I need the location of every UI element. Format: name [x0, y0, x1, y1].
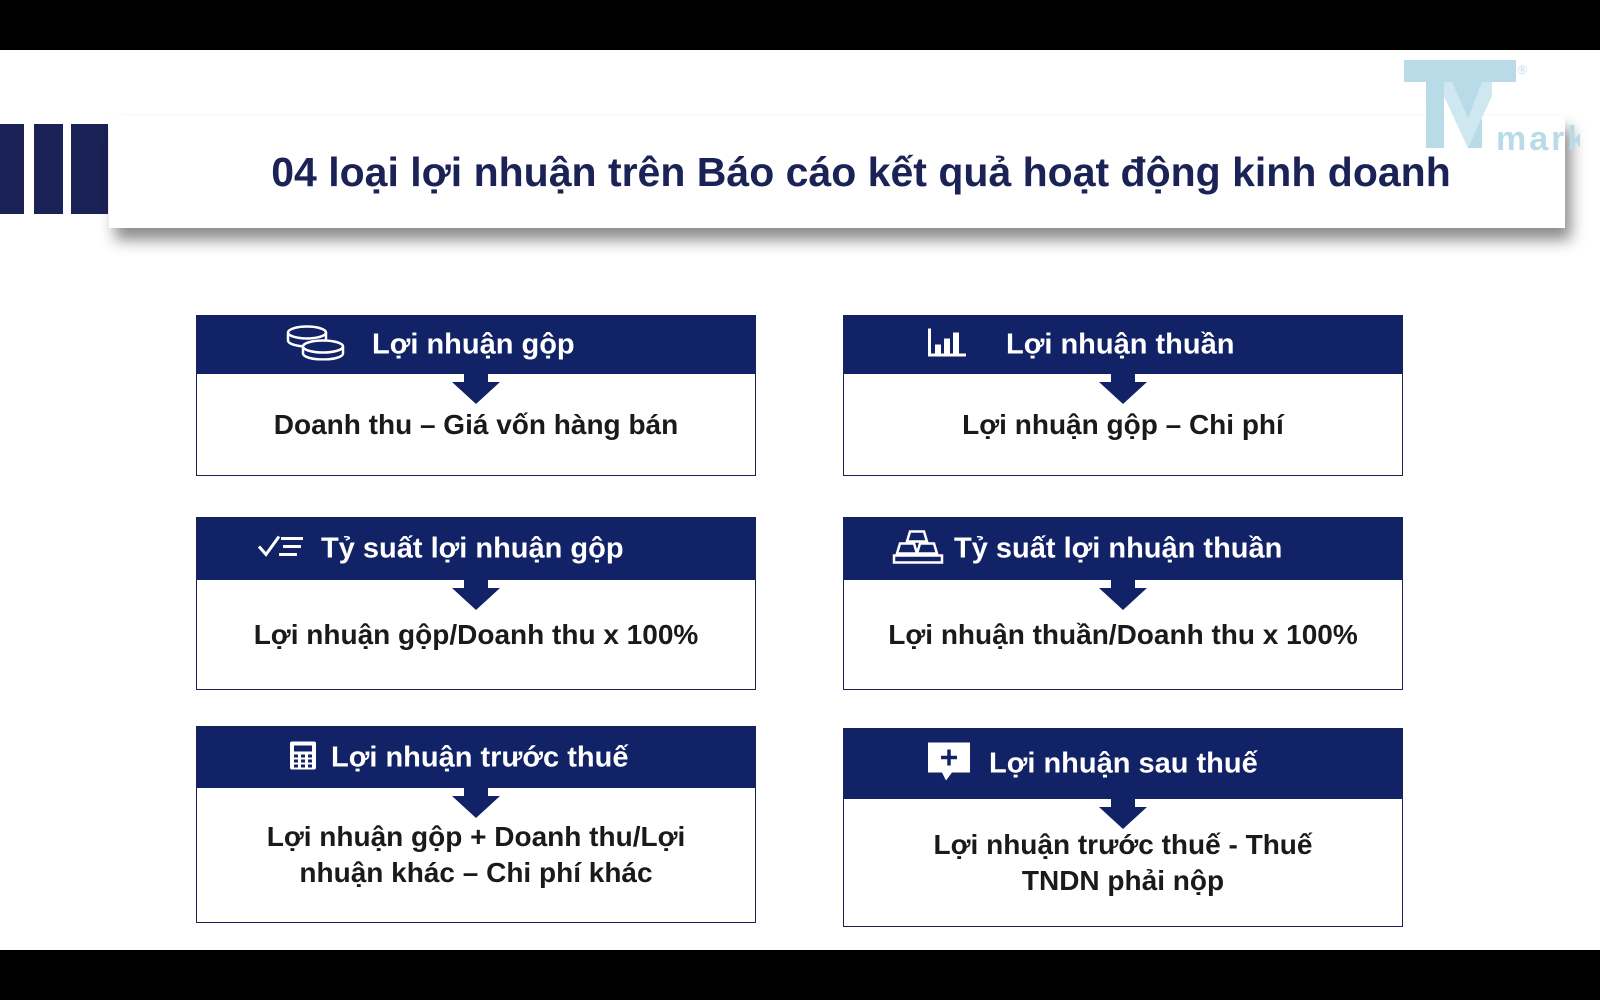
card-gross-margin: [196, 517, 756, 690]
card-net-profit: [843, 315, 1403, 476]
card-formula: [197, 788, 755, 922]
brand-logo: [1400, 56, 1580, 156]
card-header: [844, 729, 1402, 799]
card-header: [197, 316, 755, 374]
formula-line: Lợi nhuận thuần/Doanh thu x 100%: [888, 618, 1358, 650]
formula-line: Lợi nhuận gộp – Chi phí: [962, 408, 1284, 440]
card-title: Tỷ suất lợi nhuận gộp: [321, 532, 624, 565]
page-title: 04 loại lợi nhuận trên Báo cáo kết quả hoạt động kinh doanh: [271, 148, 1451, 195]
formula-line: Lợi nhuận gộp + Doanh thu/Lợi: [266, 821, 686, 852]
card-net-margin: [843, 517, 1403, 690]
gold-bars-icon: [892, 528, 944, 571]
checklist-icon: [257, 533, 305, 566]
tm-logo-icon: [1400, 56, 1580, 156]
formula-line: Lợi nhuận trước thuế - Thuế: [933, 828, 1313, 860]
formula-line: Doanh thu – Giá vốn hàng bán: [273, 408, 679, 440]
card-gross-profit: [196, 315, 756, 476]
slide: [0, 50, 1600, 950]
card-formula: [197, 374, 755, 475]
formula-line: TNDN phải nộp: [1021, 864, 1225, 896]
formula-line: nhuận khác – Chi phí khác: [299, 857, 653, 888]
card-formula: [844, 799, 1402, 926]
bar-chart-icon: [926, 327, 968, 364]
card-formula: [844, 580, 1402, 689]
card-title: Lợi nhuận thuần: [1006, 328, 1235, 361]
card-formula: [844, 374, 1402, 475]
card-title: Lợi nhuận gộp: [372, 328, 575, 361]
card-header: [844, 316, 1402, 374]
logo-registered: ®: [1518, 63, 1527, 77]
card-profit-before-tax: [196, 726, 756, 923]
card-title: Lợi nhuận sau thuế: [989, 747, 1258, 780]
card-header: [197, 727, 755, 788]
card-title: Tỷ suất lợi nhuận thuần: [954, 532, 1283, 565]
card-formula: [197, 580, 755, 689]
coins-icon: [285, 325, 347, 366]
card-header: [197, 518, 755, 580]
decor-bar-2: [34, 124, 63, 214]
logo-text: mark: [1496, 120, 1580, 156]
card-profit-after-tax: [843, 728, 1403, 927]
calculator-icon: [289, 740, 317, 775]
decor-bar-3: [71, 124, 108, 214]
card-header: [844, 518, 1402, 580]
card-title: Lợi nhuận trước thuế: [331, 741, 629, 773]
plus-message-icon: [926, 741, 972, 788]
title-banner: [109, 116, 1565, 228]
formula-line: Lợi nhuận gộp/Doanh thu x 100%: [253, 618, 699, 650]
decor-bar-1: [0, 124, 24, 214]
